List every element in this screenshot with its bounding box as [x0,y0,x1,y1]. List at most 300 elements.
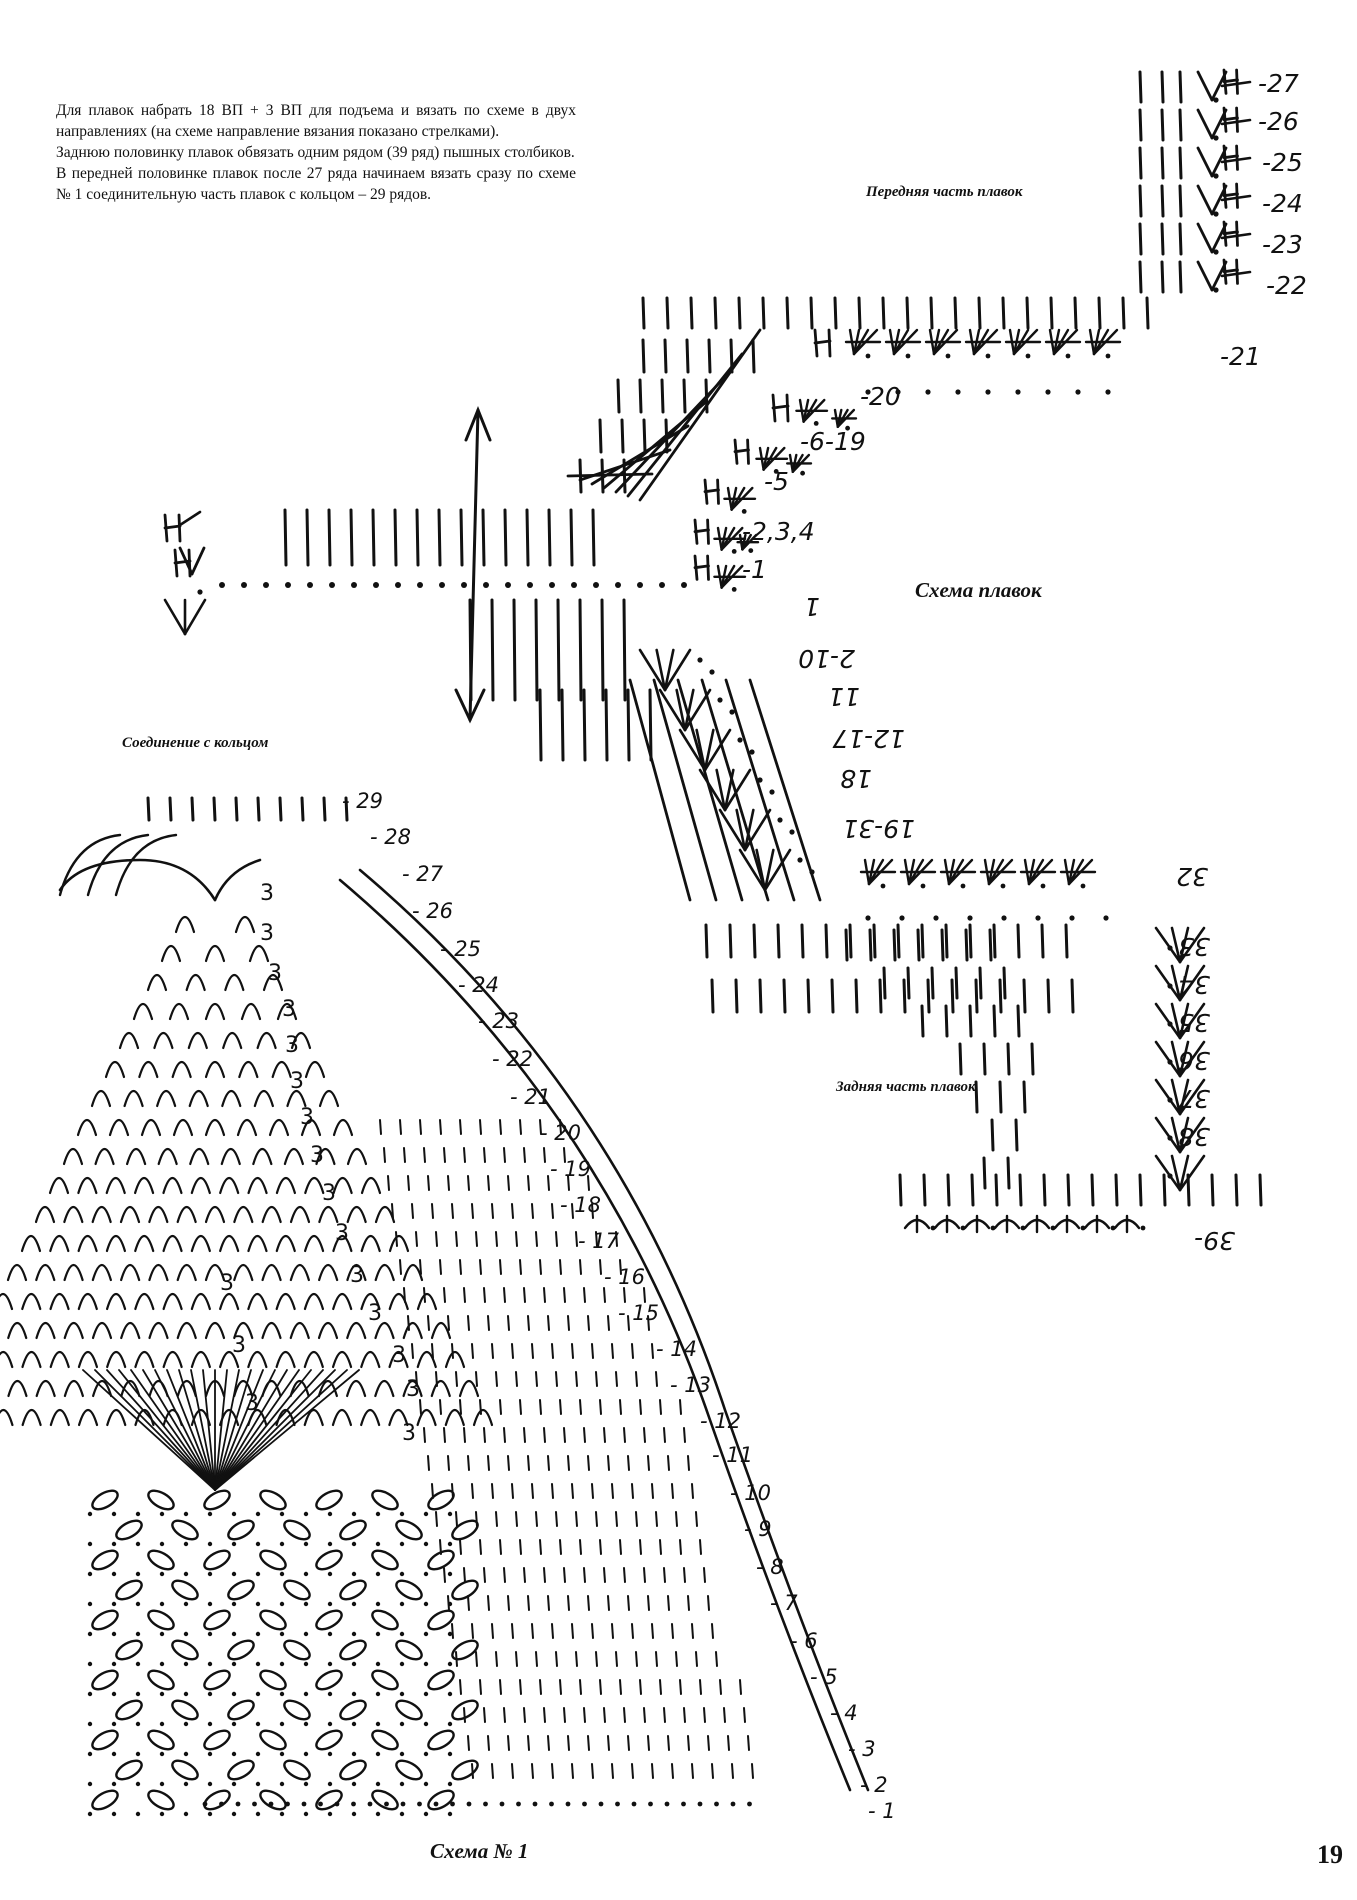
chain-dot [184,1602,188,1606]
double-crochet-symbol [417,510,418,565]
front-row-label: -24 [1262,189,1303,218]
chain-count-marker: 3 [232,1333,246,1358]
double-crochet-symbol [894,930,895,960]
pineapple-scale [192,1352,210,1367]
single-crochet-tick [500,1400,501,1414]
back-row-label: 33 [1178,932,1210,961]
chain-dot [400,1512,404,1516]
single-crochet-tick [480,1120,481,1134]
double-crochet-symbol [606,690,607,760]
double-crochet-symbol [1162,110,1163,140]
single-crochet-tick [576,1652,577,1666]
double-crochet-symbol [984,1158,985,1188]
single-crochet-tick [600,1400,601,1414]
double-crochet-symbol [1042,925,1043,957]
single-crochet-tick [600,1260,601,1274]
single-crochet-tick [512,1484,513,1498]
chain-dot [448,1542,452,1546]
double-crochet-symbol [1162,262,1163,292]
single-crochet-tick [464,1148,465,1162]
scheme-1-row-label: - 3 [848,1737,876,1761]
single-crochet-tick [572,1764,573,1778]
chain-dot [328,1512,332,1516]
front-row-label: -6-19 [800,427,866,456]
pineapple-scale [192,1178,210,1193]
chain-dot [1081,884,1086,889]
chain-dot [1213,287,1218,292]
pineapple-scale [79,1236,97,1251]
single-crochet-tick [440,1400,441,1414]
double-crochet-symbol [1008,1158,1009,1188]
chain-dot [256,1722,260,1726]
pineapple-scale [139,1062,157,1077]
front-row-label: -26 [1258,107,1299,136]
chain-dot [208,1632,212,1636]
briefs-scheme-caption: Схема плавок [915,578,1042,602]
leaf-loop-symbol [369,1727,400,1753]
single-crochet-tick [400,1120,401,1134]
single-crochet-tick [504,1568,505,1582]
single-crochet-tick [544,1148,545,1162]
single-crochet-tick [608,1736,609,1750]
leaf-loop-symbol [281,1757,312,1783]
double-crochet-symbol [832,980,833,1012]
single-crochet-tick [588,1736,589,1750]
single-crochet-tick [476,1512,477,1526]
double-crochet-symbol [922,925,923,957]
double-crochet-symbol [956,968,957,998]
leaf-loop-symbol [393,1757,424,1783]
single-crochet-tick [468,1176,469,1190]
chain-dot [1167,1173,1172,1178]
double-crochet-symbol [558,600,559,700]
chain-dot [1167,983,1172,988]
chain-dot [417,582,423,588]
single-crochet-tick [500,1680,501,1694]
pineapple-scale [234,1265,252,1280]
single-crochet-tick [616,1372,617,1386]
pineapple-scale [107,1178,125,1193]
double-crochet-symbol [1140,262,1141,292]
single-crochet-tick [696,1512,697,1526]
chain-dot [376,1722,380,1726]
chain-dot [88,1722,92,1726]
double-crochet-symbol [1140,224,1141,254]
chain-dot [448,1632,452,1636]
scheme-1-row-label: - 24 [458,973,499,997]
instruction-paragraph-1: Для плавок набрать 18 ВП + 3 ВП для подъема и вязать по схеме в двух направлениях (на схеме направление вязания показано стрелками). [56,102,576,140]
pineapple-scale [121,1265,139,1280]
chain-dot [424,1662,428,1666]
single-crochet-tick [472,1624,473,1638]
chain-dot [328,1572,332,1576]
pineapple-scale [22,1294,40,1309]
double-crochet-symbol [1180,148,1181,178]
chain-dot [88,1752,92,1756]
double-crochet-symbol [1260,1175,1261,1205]
scheme-1-row-label: - 23 [478,1009,519,1033]
chain-dot [328,1722,332,1726]
pineapple-scale [263,1265,281,1280]
double-crochet-symbol [691,298,692,328]
pineapple-scale [107,1236,125,1251]
chain-dot [985,389,990,394]
chain-dot [424,1512,428,1516]
single-crochet-tick [516,1512,517,1526]
pineapple-scale [333,1352,351,1367]
double-crochet-symbol [640,380,641,412]
single-crochet-tick [480,1260,481,1274]
chain-dot [232,1752,236,1756]
single-crochet-tick [508,1456,509,1470]
single-crochet-tick [512,1624,513,1638]
pineapple-scale [319,1207,337,1222]
chain-dot [448,1692,452,1696]
chain-dot [797,857,802,862]
single-crochet-tick [648,1596,649,1610]
single-crochet-tick [560,1680,561,1694]
double-crochet-symbol [643,340,644,372]
single-crochet-tick [492,1344,493,1358]
single-crochet-tick [636,1512,637,1526]
side-row-label: 12-17 [832,724,905,753]
leaf-loop-symbol [257,1547,288,1573]
single-crochet-tick [444,1568,445,1582]
single-crochet-tick [488,1316,489,1330]
single-crochet-tick [424,1148,425,1162]
double-crochet-symbol [1024,1082,1025,1112]
chain-dot [777,817,782,822]
chain-dot [376,1692,380,1696]
chain-dot [400,1542,404,1546]
front-row-label: -1 [742,555,767,584]
chain-dot [304,1512,308,1516]
chain-dot [160,1632,164,1636]
chain-dot [376,1512,380,1516]
single-crochet-tick [468,1456,469,1470]
single-crochet-tick [488,1596,489,1610]
chain-dot [593,582,599,588]
double-crochet-symbol [811,298,812,328]
double-crochet-symbol [584,690,585,760]
chain-dot [681,1802,686,1807]
chain-dot [1026,354,1031,359]
single-crochet-tick [616,1652,617,1666]
pineapple-scale [347,1323,365,1338]
double-crochet-symbol [1140,110,1141,140]
single-crochet-tick [508,1176,509,1190]
pineapple-scale [334,1178,352,1193]
chain-dot [252,1802,257,1807]
chain-dot [136,1692,140,1696]
double-crochet-symbol [970,1006,971,1036]
chain-dot [184,1812,188,1816]
pineapple-scale [178,1323,196,1338]
single-crochet-tick [680,1400,681,1414]
single-crochet-tick [688,1596,689,1610]
chain-dot [328,1602,332,1606]
single-crochet-tick [656,1512,657,1526]
pineapple-scale [460,1381,478,1396]
chain-dot [1041,884,1046,889]
double-crochet-symbol [946,1006,947,1036]
double-crochet-symbol [622,420,623,452]
pineapple-scale [106,1062,124,1077]
chain-dot [208,1572,212,1576]
pineapple-scale [107,1410,125,1425]
single-crochet-tick [480,1540,481,1554]
pineapple-scale [154,1033,172,1048]
pineapple-scale [273,1062,291,1077]
single-crochet-tick [580,1260,581,1274]
side-row-label: 2-10 [798,644,855,673]
pineapple-scale [239,1062,257,1077]
double-crochet-symbol [1140,148,1141,178]
scheme-1-row-label: - 8 [756,1555,784,1579]
leaf-loop-symbol [89,1787,120,1813]
double-crochet-symbol [922,1006,923,1036]
double-crochet-symbol [1180,72,1181,102]
chain-dot [1001,884,1006,889]
scheme-1-row-label: - 16 [604,1265,645,1289]
chain-dot [184,1662,188,1666]
single-crochet-tick [700,1680,701,1694]
pineapple-scale [162,946,180,961]
pineapple-scale [206,1120,224,1135]
single-crochet-tick [704,1708,705,1722]
chain-dot [417,1802,422,1807]
single-crochet-tick [464,1568,465,1582]
chain-dot [304,1572,308,1576]
front-row-label: -23 [1262,230,1303,259]
chain-dot [448,1812,452,1816]
chain-dot [256,1632,260,1636]
pineapple-scale [93,1323,111,1338]
pineapple-scale [178,1265,196,1280]
single-crochet-tick [520,1120,521,1134]
pineapple-scale [238,1120,256,1135]
single-crochet-tick [552,1484,553,1498]
side-row-label: 18 [840,764,872,793]
chain-dot [184,1512,188,1516]
chain-dot [256,1572,260,1576]
leaf-loop-symbol [145,1667,176,1693]
page-number: 19 [1317,1840,1343,1869]
chain-count-marker: 3 [260,881,274,906]
pineapple-scale [446,1352,464,1367]
leaf-loop-symbol [393,1637,424,1663]
pineapple-scale [285,1149,303,1164]
double-crochet-symbol [1162,148,1163,178]
single-crochet-tick [668,1456,669,1470]
double-crochet-symbol [1068,1175,1069,1205]
leaf-loop-symbol [313,1487,344,1513]
chain-dot [241,582,247,588]
single-crochet-tick [464,1708,465,1722]
pineapple-scale [206,946,224,961]
chain-dot [208,1782,212,1786]
front-row-label: -27 [1258,69,1299,98]
chain-dot [307,582,313,588]
chain-dot [232,1632,236,1636]
single-crochet-tick [548,1596,549,1610]
single-crochet-tick [612,1764,613,1778]
chain-dot [709,669,714,674]
leaf-loop-symbol [313,1727,344,1753]
pineapple-scale [258,1033,276,1048]
chain-dot [304,1542,308,1546]
double-crochet-symbol [979,298,980,328]
chain-dot [467,1802,472,1807]
chain-dot [461,582,467,588]
chain-count-marker: 3 [245,1391,259,1416]
chain-dot [304,1722,308,1726]
double-crochet-symbol [1116,1175,1117,1205]
h-stitch-symbol [1237,108,1238,131]
chain-dot [1069,915,1074,920]
chain-count-marker: 3 [282,997,296,1022]
single-crochet-tick [488,1176,489,1190]
double-crochet-symbol [1018,925,1019,957]
pineapple-scale [348,1149,366,1164]
single-crochet-tick [536,1512,537,1526]
chain-dot [328,1542,332,1546]
chain-dot [400,1572,404,1576]
double-crochet-symbol [1236,1175,1237,1205]
chain-dot [516,1802,521,1807]
single-crochet-tick [608,1596,609,1610]
scheme-1-row-label: - 4 [830,1701,858,1725]
leaf-loop-symbol [201,1727,232,1753]
chain-dot [400,1632,404,1636]
single-crochet-tick [684,1428,685,1442]
single-crochet-tick [424,1428,425,1442]
chain-dot [533,1802,538,1807]
single-crochet-tick [448,1176,449,1190]
single-crochet-tick [396,1232,397,1246]
leaf-loop-symbol [257,1727,288,1753]
double-crochet-symbol [942,930,943,960]
single-crochet-tick [520,1680,521,1694]
single-crochet-tick [724,1708,725,1722]
single-crochet-tick [496,1652,497,1666]
pineapple-scale [404,1323,422,1338]
chain-dot [400,1752,404,1756]
chain-dot [448,1572,452,1576]
single-crochet-tick [596,1652,597,1666]
leaf-loop-symbol [393,1517,424,1543]
chain-dot [280,1542,284,1546]
chain-dot [351,1802,356,1807]
single-crochet-tick [640,1540,641,1554]
h-stitch-symbol [1237,70,1238,93]
single-crochet-tick [516,1232,517,1246]
pineapple-scale [164,1236,182,1251]
double-crochet-symbol [628,690,629,760]
single-crochet-tick [452,1624,453,1638]
single-crochet-tick [604,1708,605,1722]
double-crochet-symbol [439,510,440,565]
chain-dot [681,582,687,588]
chain-count-marker: 3 [290,1069,304,1094]
single-crochet-tick [588,1596,589,1610]
single-crochet-tick [540,1540,541,1554]
single-crochet-tick [504,1288,505,1302]
single-crochet-tick [408,1176,409,1190]
chain-dot [263,582,269,588]
chain-dot [329,582,335,588]
single-crochet-tick [564,1288,565,1302]
chain-dot [352,1632,356,1636]
single-crochet-tick [612,1484,613,1498]
single-crochet-tick [468,1736,469,1750]
single-crochet-tick [404,1288,405,1302]
single-crochet-tick [516,1652,517,1666]
pineapple-scale [51,1352,69,1367]
chain-dot [955,389,960,394]
fan-stitch-line [119,1370,215,1490]
double-crochet-symbol [904,980,905,1012]
leaf-loop-symbol [425,1727,456,1753]
chain-dot [136,1782,140,1786]
diagonal-stitch-symbol [568,474,652,476]
chain-dot [328,1812,332,1816]
leaf-loop-symbol [425,1667,456,1693]
single-crochet-tick [560,1260,561,1274]
chain-dot [424,1782,428,1786]
chain-dot [328,1752,332,1756]
double-crochet-symbol [966,930,967,960]
single-crochet-tick [548,1736,549,1750]
chain-dot [424,1692,428,1696]
chain-dot [280,1812,284,1816]
chain-dot [566,1802,571,1807]
chain-dot [232,1812,236,1816]
double-crochet-symbol [687,340,688,372]
single-crochet-tick [656,1652,657,1666]
chain-dot [88,1572,92,1576]
pineapple-scale [0,1352,12,1367]
pineapple-scale [319,1265,337,1280]
pineapple-scale [255,1091,273,1106]
chain-dot [483,1802,488,1807]
chain-dot [256,1752,260,1756]
single-crochet-tick [468,1316,469,1330]
double-crochet-symbol [1020,1175,1021,1205]
single-crochet-tick [512,1344,513,1358]
chain-dot [376,1782,380,1786]
single-crochet-tick [572,1344,573,1358]
chain-dot [352,1722,356,1726]
scheme-1-row-label: - 28 [370,825,411,849]
pineapple-scale [390,1236,408,1251]
double-crochet-symbol [1000,980,1001,1012]
chain-dot [352,1812,356,1816]
single-crochet-tick [460,1540,461,1554]
leaf-loop-symbol [169,1697,200,1723]
scheme-1-row-label: - 12 [700,1409,741,1433]
double-crochet-symbol [329,510,330,565]
chain-dot [304,1812,308,1816]
pineapple-scale [192,1236,210,1251]
single-crochet-tick [640,1400,641,1414]
h-stitch-symbol [1237,146,1238,169]
single-crochet-tick [552,1624,553,1638]
double-crochet-symbol [739,298,740,328]
single-crochet-tick [692,1624,693,1638]
leaf-loop-symbol [337,1697,368,1723]
single-crochet-tick [528,1736,529,1750]
